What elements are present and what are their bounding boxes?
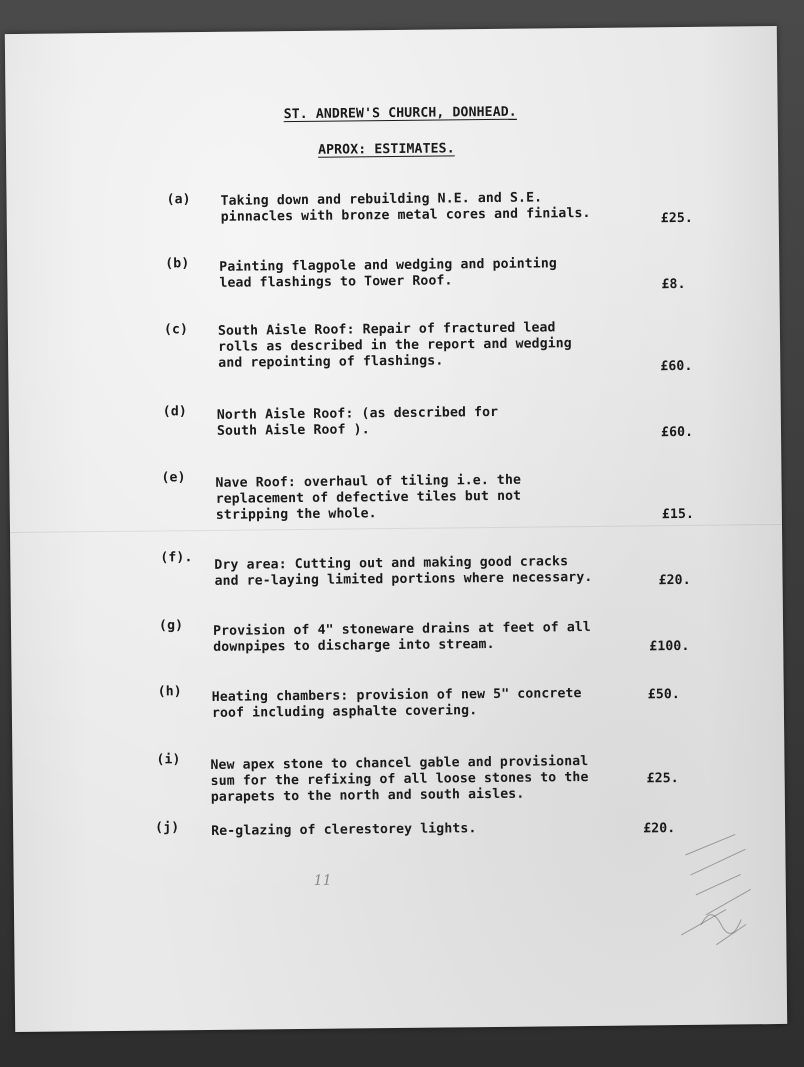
document-subtitle: APROX: ESTIMATES.: [317, 141, 455, 158]
description-line: Heating chambers: provision of new 5" concrete: [211, 686, 582, 705]
description-line: North Aisle Roof: (as described for: [216, 404, 499, 423]
description-line: Dry area: Cutting out and making good cracks: [214, 554, 569, 573]
description-line: South Aisle Roof ).: [216, 422, 370, 439]
description-line: Provision of 4" stoneware drains at feet of all: [212, 619, 591, 639]
item-price: £25.: [646, 771, 679, 787]
description-line: Painting flagpole and wedging and pointing: [219, 256, 557, 275]
item-label: (b): [165, 256, 190, 272]
item-label: (f).: [160, 550, 193, 566]
item-price: £20.: [658, 572, 691, 589]
item-description: [220, 190, 590, 226]
item-price: £20.: [643, 821, 676, 837]
item-label: (d): [162, 404, 187, 420]
item-description: [212, 686, 582, 722]
description-line: and re-laying limited portions where necessary.: [214, 569, 593, 589]
item-label: (g): [158, 618, 184, 634]
item-description: [219, 256, 557, 292]
item-label: (h): [157, 684, 182, 700]
item-description: [218, 320, 572, 372]
description-line: downpipes to discharge into stream.: [213, 636, 495, 655]
description-line: parapets to the north and south aisles.: [210, 786, 525, 805]
description-line: stripping the whole.: [215, 506, 377, 523]
item-label: (c): [163, 322, 189, 338]
description-line: sum for the refixing of all loose stones to the: [210, 769, 589, 789]
description-line: New apex stone to chancel gable and provisional: [210, 753, 589, 773]
description-line: replacement of defective tiles but not: [215, 488, 522, 507]
description-line: roof including asphalte covering.: [211, 703, 478, 721]
item-price: £60.: [660, 424, 694, 441]
item-label: (i): [156, 752, 181, 768]
item-label: (e): [161, 470, 186, 486]
paper-sheet: [5, 26, 787, 1032]
pencil-scribble: [675, 814, 756, 955]
item-label: (j): [155, 820, 180, 836]
item-price: £60.: [660, 358, 693, 375]
item-label: (a): [166, 192, 191, 208]
item-description: [214, 554, 592, 590]
document-body: [5, 26, 787, 1032]
description-line: pinnacles with bronze metal cores and finials.: [220, 205, 591, 225]
item-description: [213, 620, 591, 656]
item-price: £15.: [661, 506, 695, 523]
item-price: £8.: [661, 276, 686, 293]
description-line: Taking down and rebuilding N.E. and S.E.: [220, 190, 543, 209]
item-description: [215, 473, 521, 524]
description-line: Nave Roof: overhaul of tiling i.e. the: [215, 472, 522, 491]
pencil-mark: 11: [313, 872, 332, 889]
description-line: rolls as described in the report and wedging: [218, 336, 572, 355]
description-line: and repointing of flashings.: [218, 353, 444, 371]
item-description: [210, 754, 588, 806]
description-line: South Aisle Roof: Repair of fractured lead: [217, 320, 556, 339]
item-description: [211, 821, 476, 840]
description-line: Re-glazing of clerestorey lights.: [211, 821, 477, 839]
item-price: £50.: [647, 687, 680, 703]
document-title: ST. ANDREW'S CHURCH, DONHEAD.: [283, 104, 517, 123]
item-description: [217, 405, 499, 440]
item-price: £100.: [649, 638, 690, 655]
description-line: lead flashings to Tower Roof.: [219, 273, 453, 291]
item-price: £25.: [660, 210, 694, 227]
